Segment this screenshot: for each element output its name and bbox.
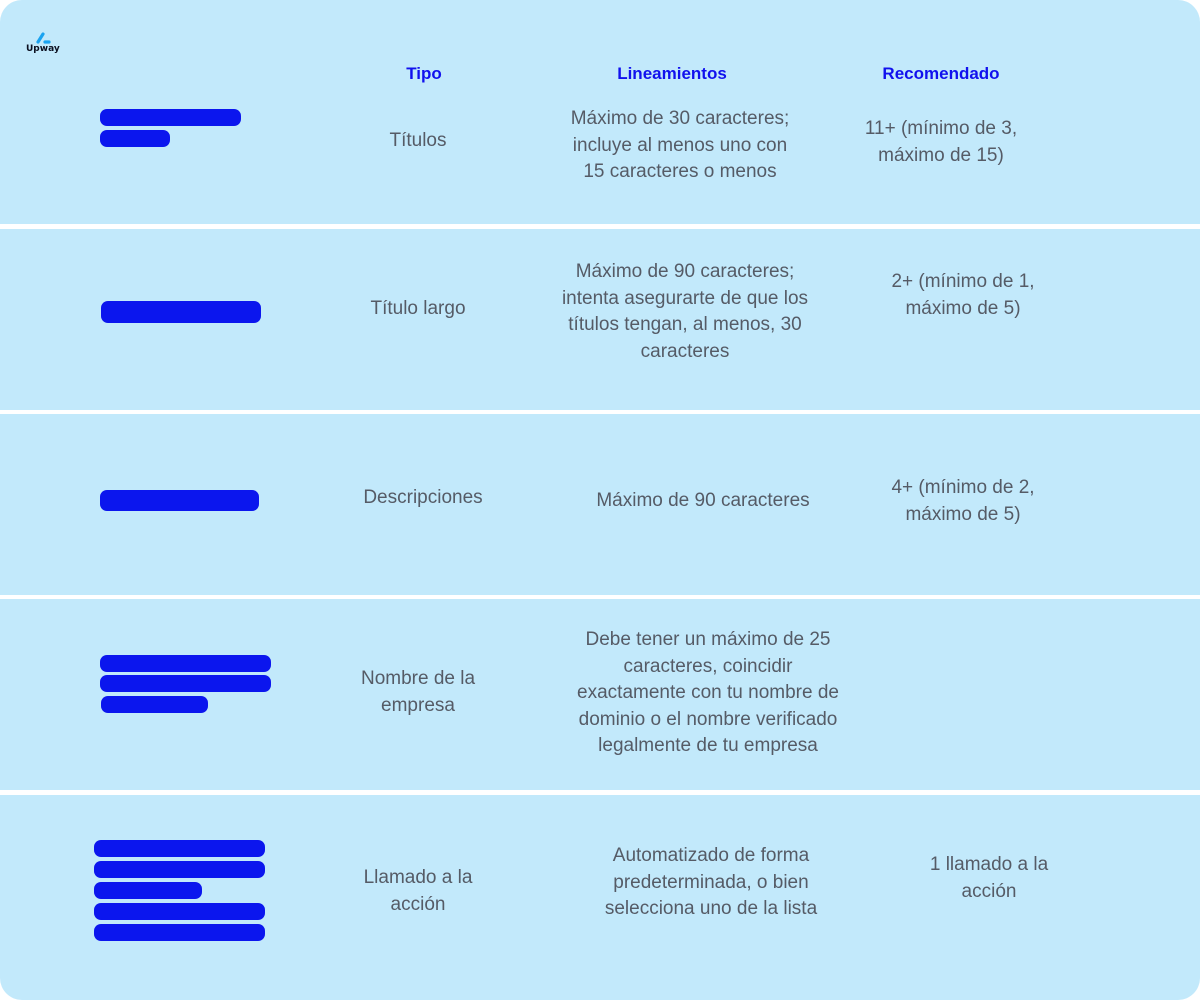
- llamado-accion-bar-5: [94, 924, 265, 941]
- llamado-accion-bar-4: [94, 903, 265, 920]
- titulos-bar-2: [100, 130, 170, 147]
- lineamientos-descripciones: Máximo de 90 caracteres: [596, 490, 810, 511]
- llamado-accion-bar-3: [94, 882, 202, 899]
- lineamientos-titulos: Máximo de 30 caracteres; incluye al menos uno con 15 caracteres o menos: [570, 108, 790, 182]
- logo-text: Upway: [26, 44, 60, 54]
- titulos-bar-1: [100, 109, 241, 126]
- llamado-accion-bar-2: [94, 861, 265, 878]
- header-lineamientos: Lineamientos: [617, 64, 727, 83]
- nombre-empresa-bar-3: [101, 696, 208, 713]
- recomendado-titulos: 11+ (mínimo de 3, máximo de 15): [864, 118, 1018, 166]
- tipo-titulo-largo: Título largo: [370, 298, 466, 319]
- tipo-nombre-empresa: Nombre de la empresa: [360, 668, 476, 716]
- recomendado-llamado-accion: 1 llamado a la acción: [929, 854, 1049, 902]
- descripciones-bar: [100, 490, 259, 511]
- titulo-largo-bar: [101, 301, 261, 323]
- recomendado-titulo-largo: 2+ (mínimo de 1, máximo de 5): [891, 271, 1035, 319]
- nombre-empresa-bar-1: [100, 655, 271, 672]
- tipo-descripciones: Descripciones: [363, 487, 483, 508]
- recomendado-descripciones: 4+ (mínimo de 2, máximo de 5): [891, 477, 1035, 525]
- tipo-llamado-accion: Llamado a la acción: [363, 867, 473, 915]
- upway-logo: [26, 30, 66, 56]
- llamado-accion-bar-1: [94, 840, 265, 857]
- nombre-empresa-bar-2: [100, 675, 271, 692]
- lineamientos-nombre-empresa: Debe tener un máximo de 25 caracteres, coincidir exactamente con tu nombre de dominio o el nombre verificado legalmente de tu empresa: [577, 629, 839, 756]
- lineamientos-titulo-largo: Máximo de 90 caracteres; intenta asegurarte de que los títulos tengan, al menos, 30 caracteres: [561, 261, 809, 362]
- header-recomendado: Recomendado: [882, 64, 1000, 83]
- tipo-titulos: Títulos: [389, 130, 447, 151]
- header-tipo: Tipo: [406, 64, 442, 83]
- upway-logo-icon: [36, 32, 52, 44]
- lineamientos-llamado-accion: Automatizado de forma predeterminada, o bien selecciona uno de la lista: [604, 845, 818, 919]
